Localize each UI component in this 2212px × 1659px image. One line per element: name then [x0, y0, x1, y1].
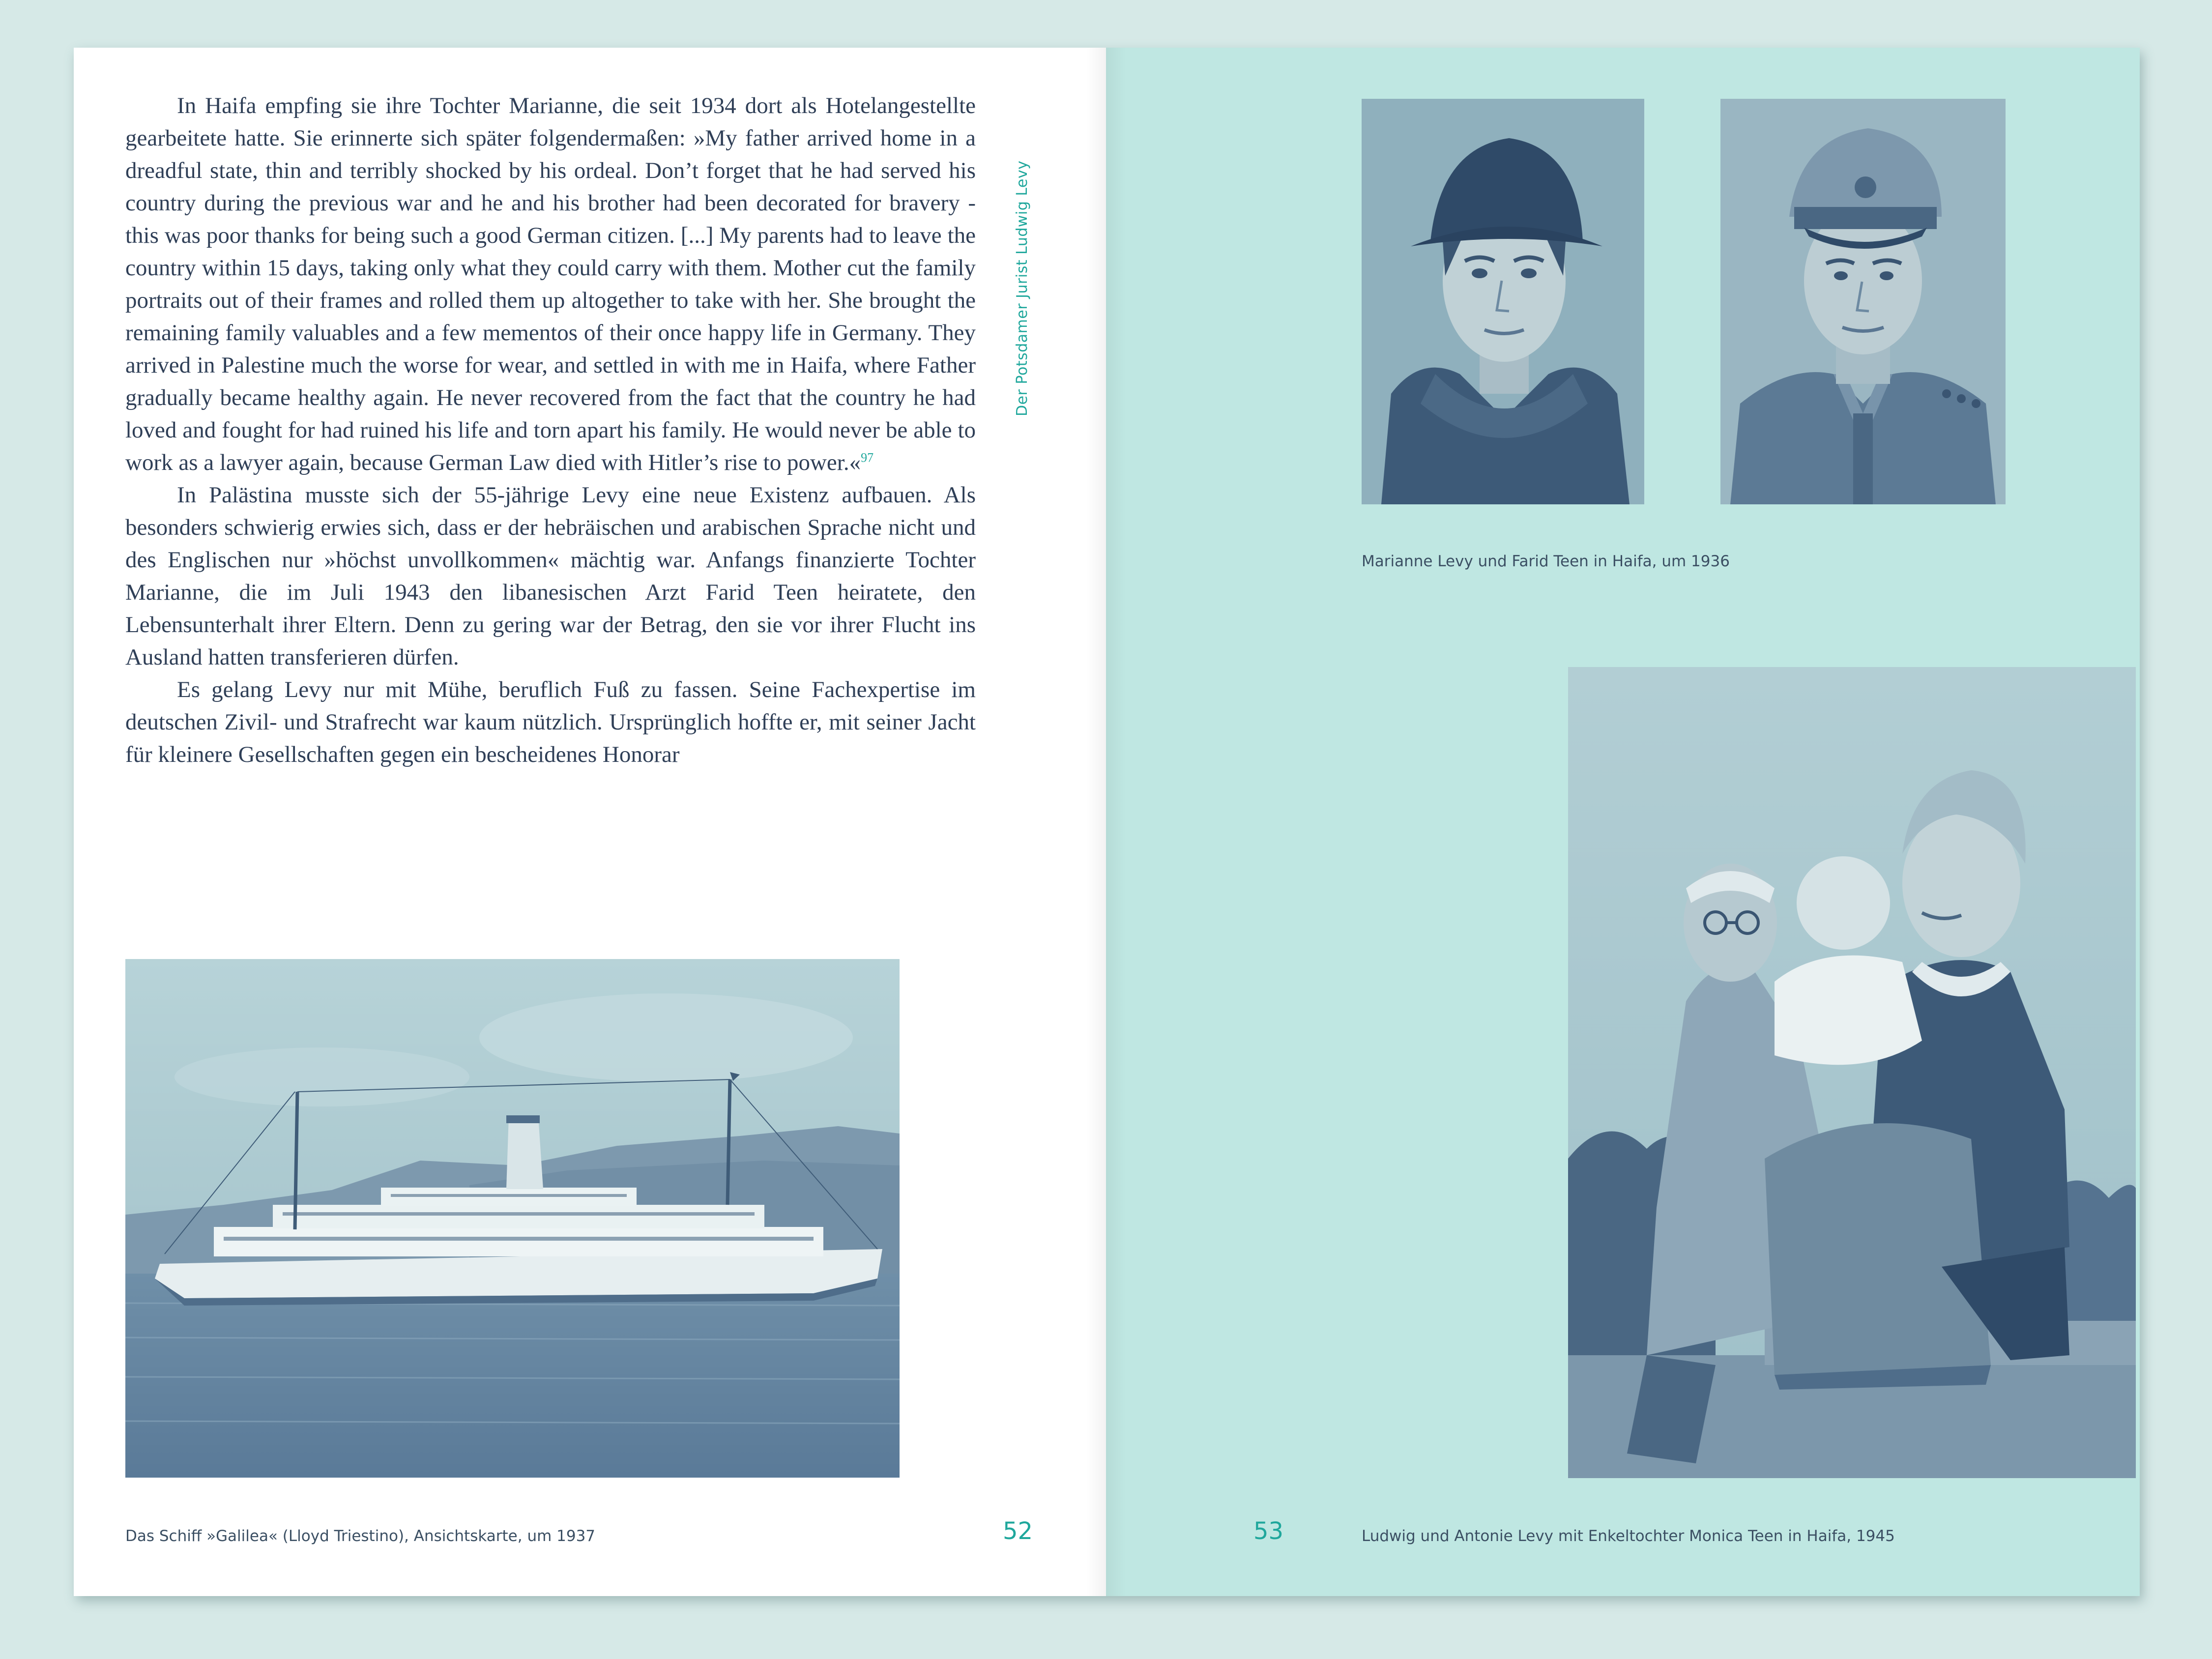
right-page	[1106, 48, 2140, 1596]
portrait-marianne	[1362, 99, 1644, 504]
body-text	[125, 89, 976, 771]
ship-photo	[125, 959, 900, 1478]
running-head-wrap	[1008, 141, 1037, 416]
ship-caption: Das Schiff »Galilea« (Lloyd Triestino), Ansichtskarte, um 1937	[125, 1527, 596, 1545]
book-spread	[74, 48, 2140, 1596]
running-head: Der Potsdamer Jurist Ludwig Levy	[1014, 160, 1031, 416]
portrait-farid	[1720, 99, 2006, 504]
family-photo	[1568, 667, 2136, 1478]
paragraph-1	[125, 89, 976, 479]
paragraph-3: Es gelang Levy nur mit Mühe, beruflich Fuß zu fassen. Seine Fachexpertise im deutschen Zivil- und Strafrecht war kaum nützlich. Ursprünglich hoffte er, mit seiner Jacht für kleinere Gesellschaften gegen ein bescheidenes Honorar	[125, 677, 976, 767]
portrait-farid-illustration	[1720, 99, 2006, 504]
ship-illustration	[125, 959, 900, 1478]
left-page	[74, 48, 1106, 1596]
footnote-ref: 97	[861, 450, 874, 465]
family-illustration	[1568, 667, 2136, 1478]
paragraph-1-text: In Haifa empfing sie ihre Tochter Marianne, die seit 1934 dort als Hotelangestellte gearbeitete hatte. Sie erinnerte sich später folgendermaßen: »My father arrived home in a dreadful state, thin and terribly shocked by his ordeal. Don’t forget that he had served his country during the previous war and he and his brother had been decorated for bravery - this was poor thanks for being such a good German citizen. [...] My parents had to leave the country within 15 days, taking only what they could carry with them. Mother cut the family portraits out of their frames and rolled them up altogether to take with her. She brought the remaining family valuables and a few mementos of their once happy life in Germany. They arrived in Palestine much the worse for wear, and settled in with me in Haifa, where Father gradually became healthy again. He never recovered from the fact that the country he had loved and fought for had ruined his life and torn apart his family. He would never be able to work as a lawyer again, because German Law died with Hitler’s rise to power.«	[125, 93, 976, 475]
portraits-caption: Marianne Levy und Farid Teen in Haifa, um 1936	[1362, 553, 1730, 570]
page-number-right: 53	[1253, 1517, 1284, 1545]
portrait-marianne-illustration	[1362, 99, 1644, 504]
family-caption: Ludwig und Antonie Levy mit Enkeltochter Monica Teen in Haifa, 1945	[1362, 1527, 1895, 1545]
paragraph-2: In Palästina musste sich der 55-jährige Levy eine neue Existenz aufbauen. Als besonders schwierig erwies sich, dass er der hebräischen und arabischen Sprache nicht und des Englischen nur »höchst unvollkommen« mächtig war. Anfangs finanzierte Tochter Marianne, die im Juli 1943 den libanesischen Arzt Farid Teen heiratete, den Lebensunterhalt ihrer Eltern. Denn zu gering war der Betrag, den sie vor ihrer Flucht ins Ausland hatten transferieren dürfen.	[125, 482, 976, 670]
page-number-left: 52	[1003, 1517, 1033, 1545]
